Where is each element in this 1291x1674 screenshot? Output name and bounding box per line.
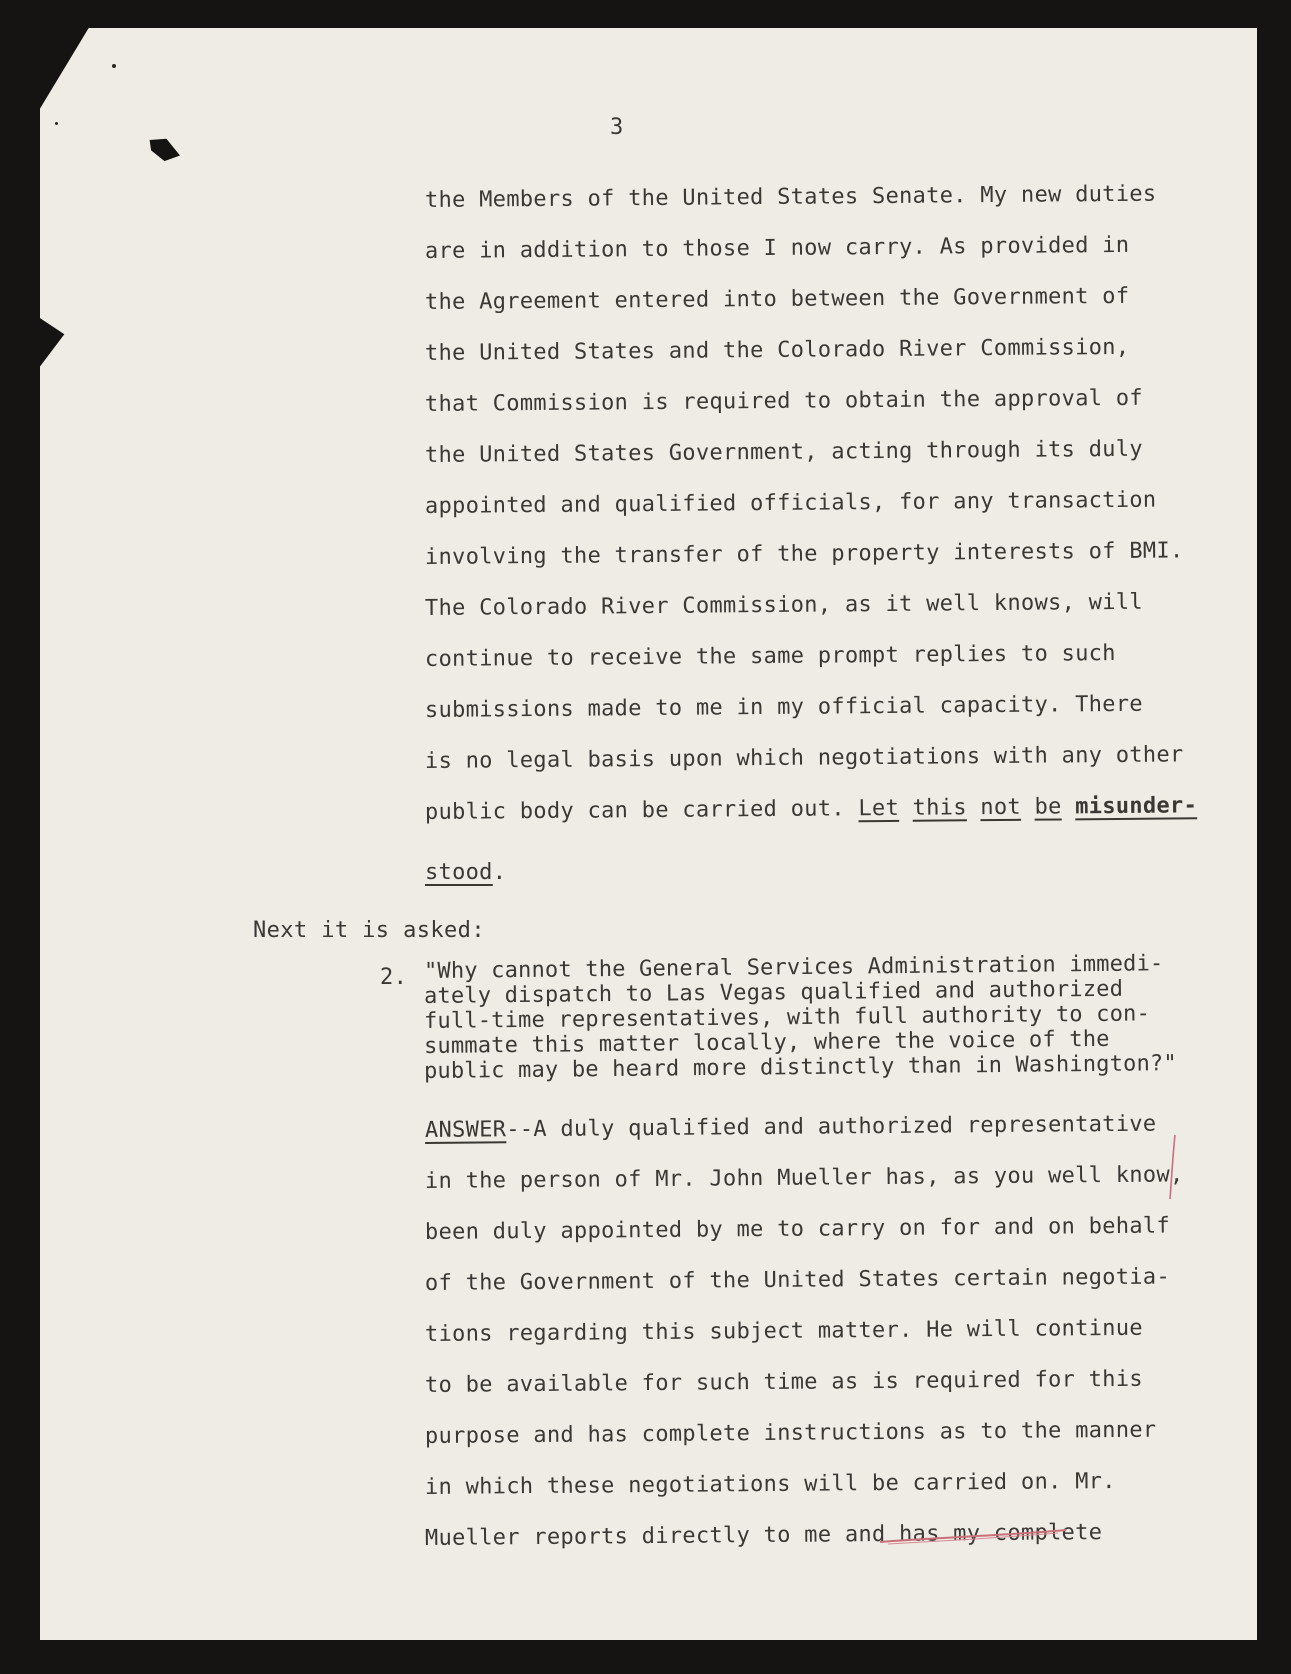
- answer-label: ANSWER: [424, 1117, 507, 1143]
- answer-line: of the Government of the United States certain negotia-: [424, 1264, 1171, 1296]
- answer-text: --A duly qualified and authorized representative: [506, 1111, 1157, 1143]
- question-line: "Why cannot the General Services Administration immedi-: [423, 951, 1164, 984]
- answer-line: purpose and has complete instructions as to the manner: [424, 1417, 1157, 1449]
- underlined-word: stood: [425, 860, 493, 885]
- body-line: are in addition to those I now carry. As provided in: [424, 232, 1130, 264]
- question-line: full-time representatives, with full authority to con-: [423, 1001, 1151, 1034]
- answer-line: been duly appointed by me to carry on for and on behalf: [424, 1213, 1171, 1245]
- red-pencil-underline: [878, 1528, 1068, 1546]
- body-line: involving the transfer of the property interests of BMI.: [424, 538, 1184, 570]
- body-line: that Commission is required to obtain the approval of: [424, 385, 1143, 417]
- body-line: the United States Government, acting through its duly: [424, 436, 1143, 468]
- body-text: public body can be carried out.: [424, 796, 845, 825]
- underlined-word: Let: [858, 795, 900, 822]
- answer-line: tions regarding this subject matter. He will continue: [424, 1315, 1143, 1347]
- underlined-word: this: [912, 795, 967, 821]
- section-lead: Next it is asked:: [253, 918, 485, 943]
- answer-line: to be available for such time as is required for this: [424, 1366, 1143, 1398]
- body-line: submissions made to me in my official capacity. There: [424, 691, 1143, 723]
- red-pencil-margin-mark: [1168, 1133, 1178, 1201]
- answer-line: in the person of Mr. John Mueller has, as you well know,: [424, 1162, 1184, 1194]
- body-line: appointed and qualified officials, for any transaction: [424, 487, 1157, 519]
- punch-mark: [112, 64, 116, 68]
- body-line: The Colorado River Commission, as it well knows, will: [424, 589, 1143, 621]
- underlined-word: not: [980, 794, 1022, 821]
- question-line: ately dispatch to Las Vegas qualified and authorized: [423, 976, 1124, 1009]
- underlined-word: be: [1034, 794, 1062, 820]
- document-page: [40, 28, 1257, 1640]
- body-line: the United States and the Colorado River Commission,: [424, 334, 1130, 366]
- answer-line: Mueller reports directly to me and has my complete: [424, 1520, 1103, 1551]
- question-line: public may be heard more distinctly than in Washington?": [423, 1051, 1178, 1084]
- body-line: continue to receive the same prompt replies to such: [424, 640, 1116, 672]
- body-line-emphasis: [425, 860, 506, 885]
- body-text: .: [492, 860, 507, 885]
- emphasized-word: misunder-: [1075, 793, 1198, 820]
- page-number: 3: [610, 115, 624, 140]
- body-line: is no legal basis upon which negotiations with any other: [424, 742, 1184, 774]
- question-line: summate this matter locally, where the voice of the: [423, 1026, 1110, 1059]
- body-line: the Agreement entered into between the Government of: [424, 283, 1130, 315]
- question-number: 2.: [380, 965, 408, 990]
- answer-line: in which these negotiations will be carried on. Mr.: [424, 1468, 1116, 1500]
- body-line: the Members of the United States Senate. My new duties: [424, 181, 1157, 213]
- punch-mark: [55, 122, 58, 125]
